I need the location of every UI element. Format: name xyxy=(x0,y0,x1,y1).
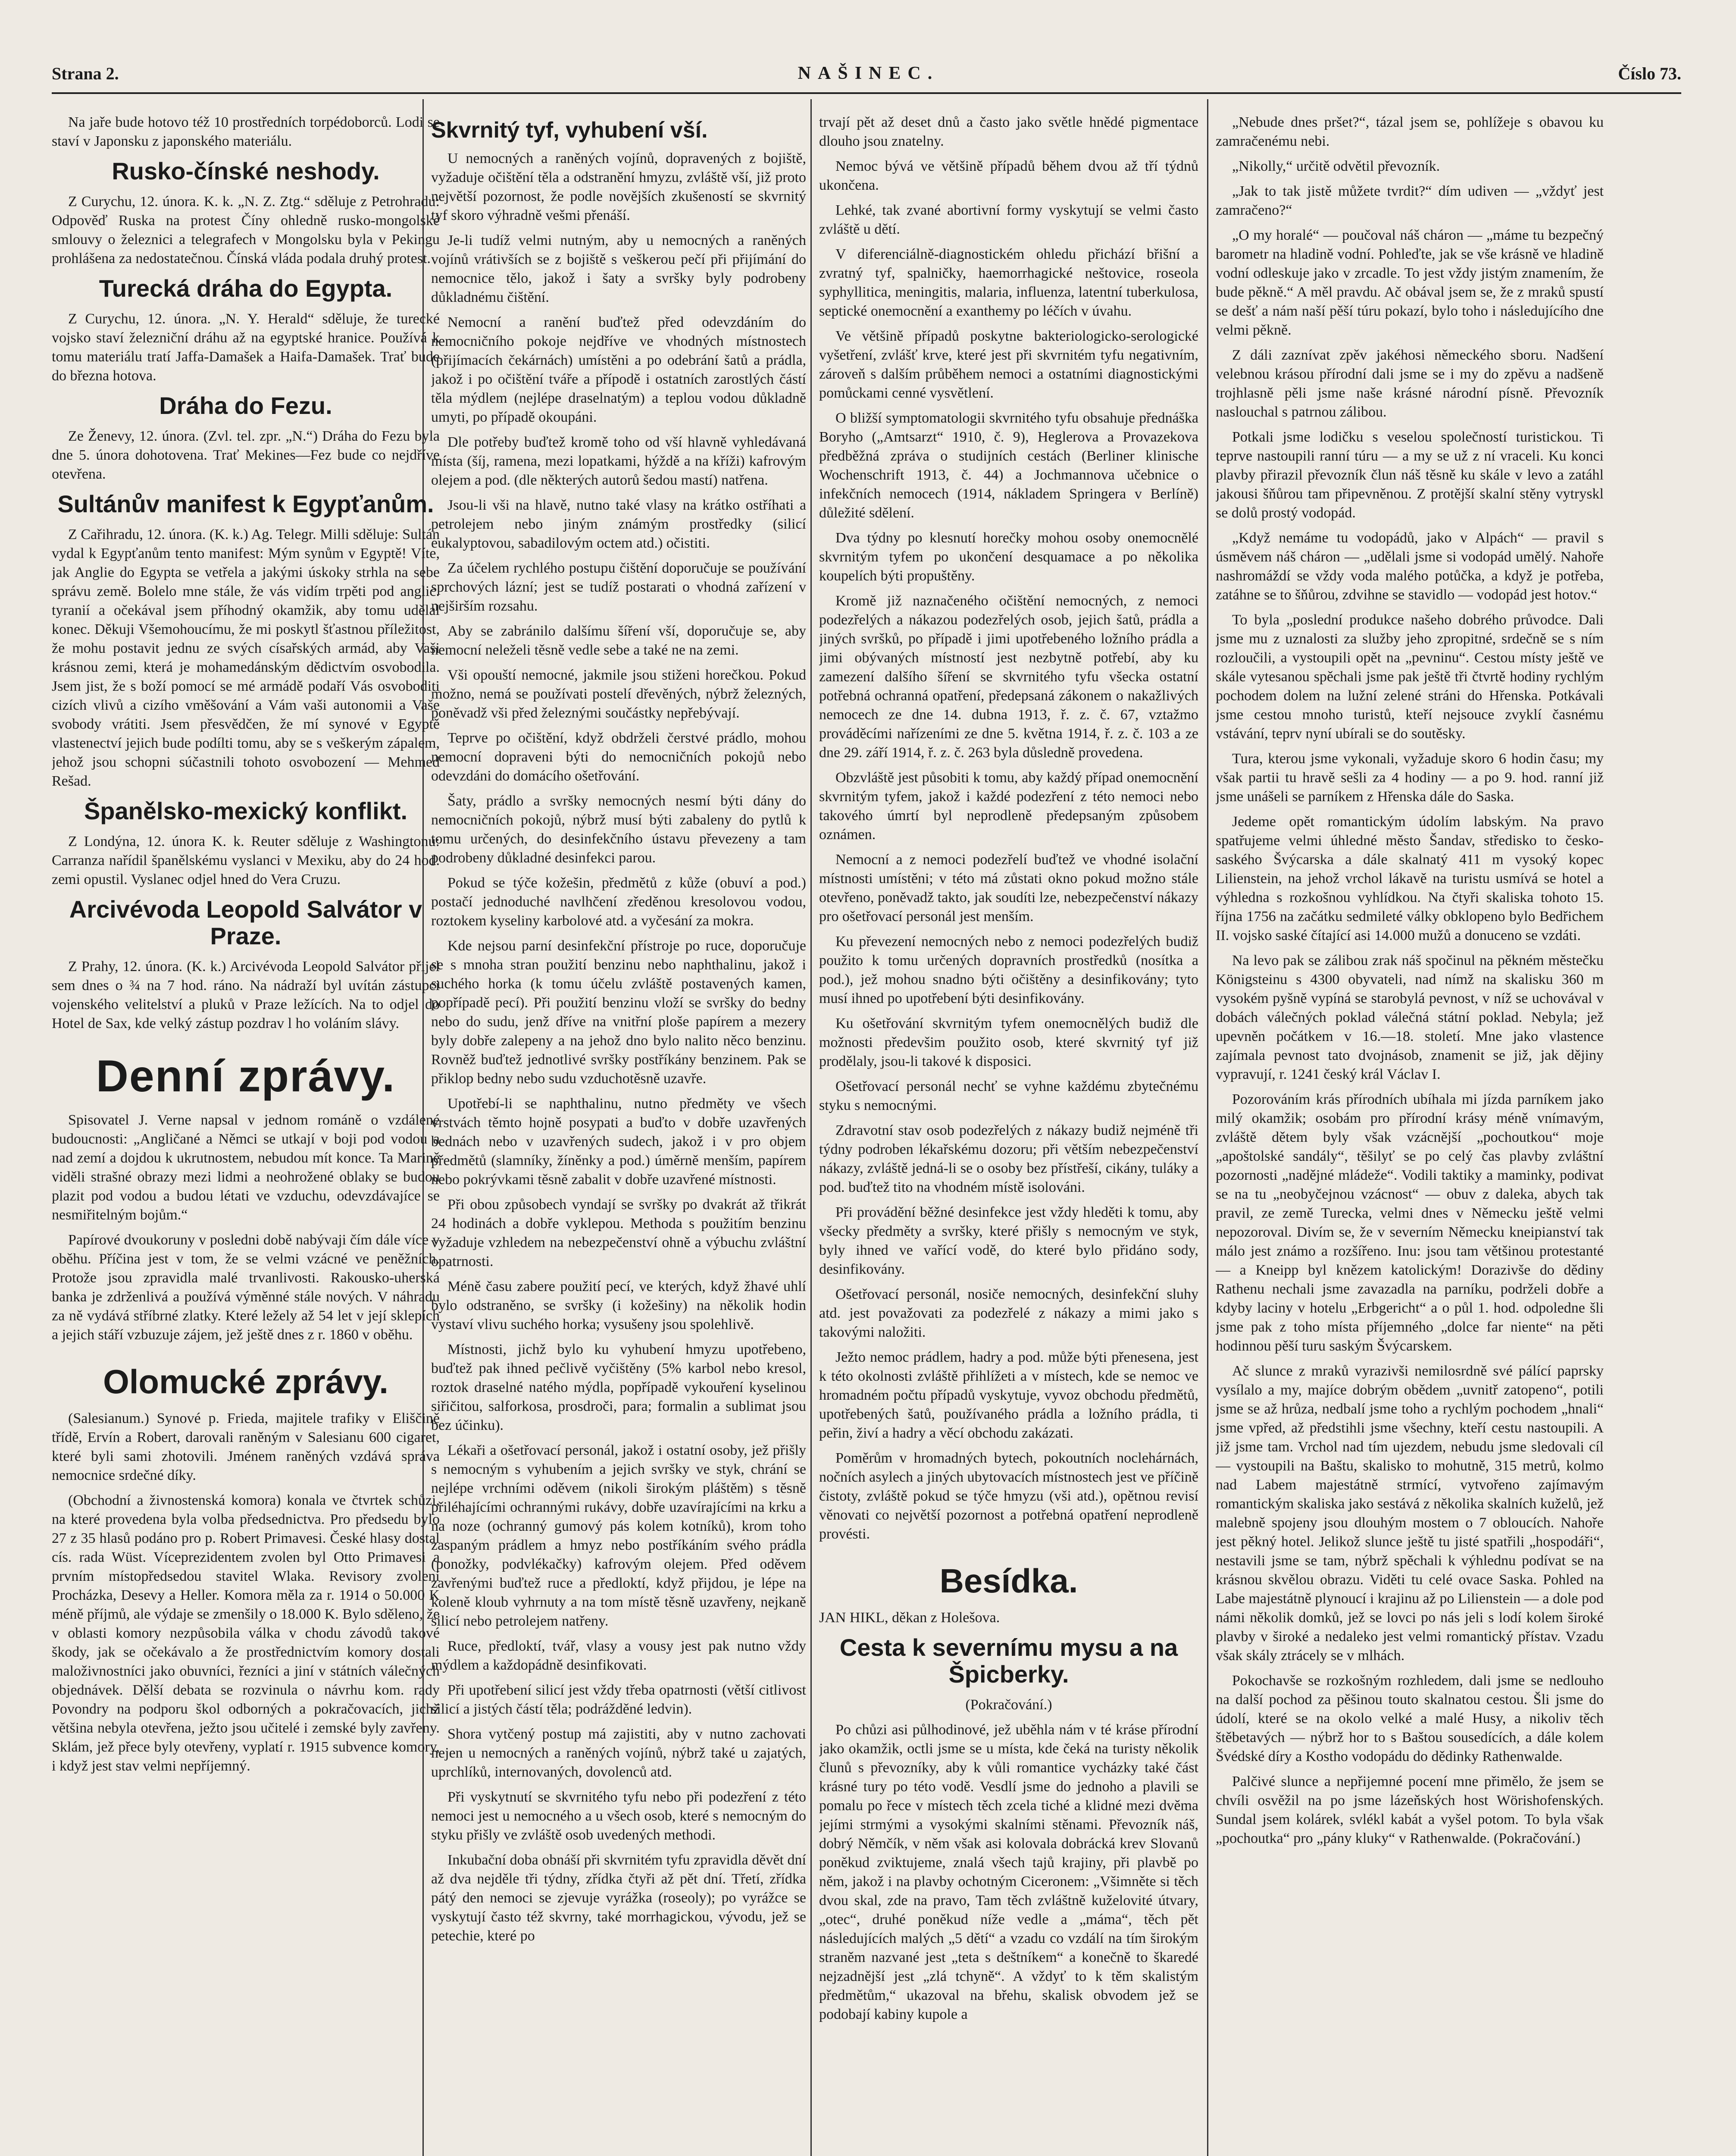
headline-spanelsko: Španělsko-mexický konflikt. xyxy=(84,797,408,824)
continuation-note: (Pokračování.) xyxy=(965,1697,1052,1713)
article-paragraph: Z dáli zaznívat zpěv jakéhosi německého sboru. Nadšení velebnou krásou přírodní dali jsme se i my do zpěvu a nadšeně trojhlasně pěli jsme naše krásné národní písně. Převozník naslouchal s patrnou zálibou. xyxy=(1216,347,1604,420)
article-paragraph: Potkali jsme lodičku s veselou společností turistickou. Ti teprve nastoupili ranní túru — a my se už z ní vraceli. Ku konci plavby přirazil převozník člun náš těsně ku skále v levo a zatáhl jakousi šňůrou tam připevněnou. Z protější skalní stěny vytryskl se dolů prostý vodopád. xyxy=(1216,429,1604,521)
article-paragraph: Méně času zabere použití pecí, ve kterých, když žhavé uhlí bylo odstraněno, se svršky (i kožešiny) na několik hodin vystaví vlivu suchého horka; vysušeny jsou spolehlivě. xyxy=(431,1279,806,1332)
article-paragraph: To byla „poslední produkce našeho dobrého průvodce. Dali jsme mu z uznalosti za služby jeho zpropitné, srdečně se s ním rozloučili, a vystoupili opět na „pevninu“. Cestou místy ještě ve skále vytesanou spěchali jsme pak ještě tři čtvrtě hodiny rychlým pochodem dolem na lužní zelené stráni do Hřenska. Potkávali jsme cestou mnoho turistů, kteří nejsouce zvyklí časnému vstávání, teprv nyní ubírali se do soutěsky. xyxy=(1216,612,1604,742)
article-paragraph: Ve většině případů poskytne bakteriologicko-serologické vyšetření, zvlášť krve, které jest při skvrnitém tyfu negativním, zároveň s dalším průběhem nemoci a ostatními diagnostickými pomůckami cenné vysvětlení. xyxy=(819,328,1198,401)
article-paragraph: Ku převezení nemocných nebo z nemoci podezřelých budiž použito k tomu určených dopravních prostředků (nosítka a pod.), jež mohou snadno býti očištěny a desinfikovány; tyto musí ihned po upotřebení býti desinfikovány. xyxy=(819,934,1198,1006)
article-paragraph: „Nebude dnes pršet?“, tázal jsem se, pohlížeje s obavou ku zamračenému nebi. xyxy=(1216,114,1604,149)
article-paragraph: Palčivé slunce a nepřijemné pocení mne přimělo, že jsem se chvíli osvěžil na po jsme lázeňských host Wörishofenských. Sundal jsem kolárek, svlékl kabát a vyšel potom. To byla však „pochoutka“ pro „pány kluky“ v Rathenwalde. (Pokračování.) xyxy=(1216,1774,1604,1846)
article-paragraph: Nemocní a ranění buďtež před odevzdáním do nemocničního pokoje nejdříve ve vhodných místnostech (přijímacích čekárnách) umístěni a po odebrání šatů a prádla, jakož i po očištění tváře a přípodě i ostatních zarostlých částí těla mýdlem (nejlépe draselnatým) a teplou vodou důkladně umyti, po případě okoupáni. xyxy=(431,314,806,425)
article-paragraph: Ošetřovací personál, nosiče nemocných, desinfekční sluhy atd. jest považovati za podezřelé z nákazy a mimi jako s takovými naložiti. xyxy=(819,1286,1198,1340)
column-1 xyxy=(52,113,440,2156)
article-paragraph: Na jaře bude hotovo též 10 prostředních torpédoborců. Lodi se staví v Japonsku z japonského materiálu. xyxy=(52,114,440,149)
article-paragraph: „O my horalé“ — poučoval náš cháron — „máme tu bezpečný barometr na hladině vodní. Pohleďte, jak se vše krásně ve hladině vodní odleskuje jako v zrcadle. To jest vždy jistým znamením, že bude pěkně.“ A měl pravdu. Ač obával jsem se, že z mraků spustí se dešť a nám naší pěší túru pokazí, bylo toho i následujícího dne velmi pěkně. xyxy=(1216,227,1604,338)
article-paragraph: „Jak to tak jistě můžete tvrdit?“ dím udiven — „vždyť jest zamračeno?“ xyxy=(1216,183,1604,218)
article-paragraph: Ruce, předloktí, tvář, vlasy a vousy jest pak nutno vždy mýdlem a každopádně desinfikovati. xyxy=(431,1638,806,1673)
article-paragraph: Šaty, prádlo a svršky nemocných nesmí býti dány do nemocničních pokojů, nýbrž musí býti zabaleny do pytlů k tomu určených, do desinfekčního ústavu převezeny a tam podrobeny důkladné desinfekci parou. xyxy=(431,793,806,866)
article-paragraph: Za účelem rychlého postupu čištění doporučuje se používání sprchových lázní; jest se tudíž postarati o vhodná zařízení v nejširším rozsahu. xyxy=(431,560,806,614)
column-divider xyxy=(1207,99,1208,2156)
column-divider xyxy=(810,99,812,2156)
article-paragraph: Teprve po očištění, když obdrželi čerstvé prádlo, mohou nemocní dopraveni býti do nemocničních pokojů nebo odevzdáni do domácího ošetřování. xyxy=(431,730,806,784)
article-paragraph: Z Londýna, 12. února K. k. Reuter sděluje z Washingtonu: Carranza nařídil španělskému vyslanci v Mexiku, aby do 24 hod. zemi opustil. Vyslanec odjel hned do Vera Cruzu. xyxy=(52,834,440,887)
article-paragraph: Pozorováním krás přírodních ubíhala mi jízda parníkem jako milý okamžik; osobám pro přírodní krásy méně vnímavým, zvláště dětem byly však vzácnější „pochoutkou“ moje „apoštolské sandály“, těšilyť se po celý čas plavby zvláštní pozornosti „nadějné mládeže“. Vodili taktiky a maminky, podivat se na tu „neobyčejnou vzácnost“ — obuv z daleka, abych tak pravil, ze země Turecka, velmi dnes v Německu ještě velmi nepozoroval. Divím se, že v severním Německu kneipianství tak málo jest známo a rozšířeno. Inu: jsou tam většinou protestanté — a Kneipp byl knězem katolickým! Dorazivše do dědiny Rathenu nechali jsme zavazadla na parníku, podrželi dobře a kdyby laciny v hotelu „Erbgericht“ a o půl 1. hod. odpoledne šli jsme pak z toho místa příjemného „dolce far niente“ na pěti hodinnou pěší turu saským Švýcarskem. xyxy=(1216,1091,1604,1354)
paper-name: NAŠINEC. xyxy=(798,63,939,83)
article-paragraph: Upotřebí-li se naphthalinu, nutno předměty ve všech vrstvách těmto hojně posypati a buďto v dobře uzavřených bednách nebo v uzavřených sudech, jakož i v pro objem předmětů (slamníky, žíněnky a pod.) úměrně menším, papírem nebo pokrývkami těsně zabalit v dobře uzavřené místnosti. xyxy=(431,1096,806,1188)
page-label: Strana 2. xyxy=(52,63,119,83)
article-paragraph: Při vyskytnutí se skvrnitého tyfu nebo při podezření z této nemoci jest u nemocného a u všech osob, které s nemocným do styku přišly ve zvláště osob uvedených methodi. xyxy=(431,1789,806,1843)
article-paragraph: trvají pět až deset dnů a často jako světle hnědé pigmentace dlouho jsou znatelny. xyxy=(819,114,1198,149)
article-paragraph: Z Curychu, 12. února. „N. Y. Herald“ sděluje, že turecké vojsko staví železniční dráhu až na egyptské hranice. Používá k tomu materiálu tratí Jaffa-Damašek a Haifa-Damašek. Trať bude do března hotova. xyxy=(52,311,440,384)
article-paragraph: Kromě již naznačeného očištění nemocných, z nemoci podezřelých a nákazou podezřelých osob, jejich šatů, prádla a jiných svršků, po případě i jimi upotřebeného ložního prádla a jimi obývaných místností jest nezbytně potřebí, aby ku zamezení dalšího šíření se skvrnitého tyfu všecka ostatní potřebná ochranná opatření, předepsaná zákonem o nakažlivých nemocech ze dne 14. dubna 1913, ř. z. č. 67, vztažmo prováděcími nařízeními ze dne 5. května 1914, ř. z. č. 103 a ze dne 29. září 1914, ř. z. č. 263 byla důsledně provedena. xyxy=(819,593,1198,761)
article-paragraph: Kde nejsou parní desinfekční přístroje po ruce, doporučuje se s mnoha stran použití benzinu nebo naphthalinu, jakož i suchého horka (k tomu účelu zvláště postavených kamen, popřípadě pecí). Při použití benzinu vloží se svršky do bedny nebo do sudu, jenž dříve na vnitřní ploše papírem a mezery byly dobře zalepeny a na jehož dno bylo nalito něco benzinu. Rovněž buďtež jednotlivé svršky postříkány benzinem. Pak se přiklop bedny nebo sudu vzduchotěsně uzavře. xyxy=(431,938,806,1087)
article-paragraph: Tura, kterou jsme vykonali, vyžaduje skoro 6 hodin času; my však partii tu hravě sešli za 4 hodiny — a po 9. hod. ranní již jsme unášeli se parníkem z Hřenska dále do Saska. xyxy=(1216,751,1604,805)
article-paragraph: Jsou-li vši na hlavě, nutno také vlasy na krátko ostříhati a petrolejem nebo jiným známým prostředky (silicí eukalyptovou, sabadilovým octem atd.) očistiti. xyxy=(431,497,806,551)
article-paragraph: Ze Ženevy, 12. února. (Zvl. tel. zpr. „N.“) Dráha do Fezu byla dne 5. února dohotovena. Trať Mekines—Fez bude co nejdříve otevřena. xyxy=(52,428,440,482)
article-paragraph: Shora vytčený postup má zajistiti, aby v nutno zachovati nejen u nemocných a raněných vojínů, nýbrž také u zajatých, uprchlíků, internovaných, dovolenců atd. xyxy=(431,1726,806,1780)
article-paragraph: Nemocní a z nemoci podezřelí buďtež ve vhodné isolační místnosti umístěni; v této má zůstati okno pokud možno stále otevřeno, poněvadž takto, jak soudíti lze, nebezpečenství nákazy pro ošetřovací personál jest menším. xyxy=(819,852,1198,924)
article-paragraph: Z Curychu, 12. února. K. k. „N. Z. Ztg.“ sděluje z Petrohradu: Odpověď Ruska na protest Číny ohledně rusko-mongolské smlouvy o železnici a telegrafech v Mongolsku byla v Pekingu prohlášena za nedostatečnou. Čínská vláda podala druhý protest. xyxy=(52,194,440,266)
article-paragraph: Papírové dvoukoruny v posledni době nabývaji čím dále více v oběhu. Příčina jest v tom, že se velmi vzácné ve peněžních. Protože jsou zpravidla malé trvanlivosti. Rakousko-uherská banka je zdrženlivá a používá výměnné stále nových. V náhradu za ně vydává stříbrné zlatky. Které ležely až 54 let v její sklepích a jejich stáří vzbuzuje zájem, jež ještě dnes z r. 1860 v oběhu. xyxy=(52,1232,440,1343)
article-paragraph: Po chůzi asi půlhodinové, jež uběhla nám v té kráse přírodní jako okamžik, octli jsme se u místa, kde čeká na turisty několik člunů s převozníky, aby k vůli romantice vycházky také část krásné tury po této vodě. Vesdlí jsme do jednoho a plavili se pomalu po řece v místech těch zcela tiché a klidné mezi dvěma jejími strmými a vysokými skalními stěnami. Převozník náš, dobrý Němčík, v něm však asi kolovala dobrácká krev Slovanů poněkud zviktujeme, znalá všech tajů krajiny, při plavbě po něm, jakož i na plavby ochotným Ciceronem: „Všimněte si těch dvou skal, zde na pravo, Tam těch zvláštně kuželovité útvary, „otec“, druhé poněkud níže vedle a „máma“, těch pět následujících malých „5 dětí“ a vzadu co vzdálí na tím širokým straněm nazvané jest „teta s deštníkem“ a konečně to škaredé nejzadnější jest „zlá tchyně“. A vždyť to k těm skalistým předmětům,“ ukazoval na břehu, skalisk obvodem jež se podobají kabiny kupole a xyxy=(819,1722,1198,2022)
header-rule xyxy=(52,92,1681,94)
article-paragraph: Z Prahy, 12. února. (K. k.) Arcivévoda Leopold Salvátor přijel sem dnes o ¾ na 7 hod. ráno. Na nádraží byl uvítán zástupci vojenského velitelství a pluků v Praze ležících. Na to odjel do Hotel de Sax, kde velký zástup pozdrav l ho voláním slávy. xyxy=(52,959,440,1031)
headline-turecka: Turecká dráha do Egypta. xyxy=(99,275,393,302)
column-2 xyxy=(431,113,806,2156)
article-paragraph: O bližší symptomatologii skvrnitého tyfu obsahuje přednáška Boryho („Amtsarzt“ 1910, č. 9), Heglerova a Provazekova předběžná zpráva o studijních cestách (Berliner klinische Wochenschrift 1913, č. 44) a Jochmannova učebnice o infekčních nemocech (1914, nákladem Springera v Berlíně) důležité sdělení. xyxy=(819,410,1198,521)
article-paragraph: (Obchodní a živnostenská komora) konala ve čtvrtek schůzi, na které provedena byla volba předsednictva. Pro předsedu bylo 27 z 35 hlasů podáno pro p. Robert Primavesi. České hlasy dostal cís. rada Wüst. Víceprezidentem zvolen byl Otto Primavesi a prvním místopředsedou stavitel Wlaka. Revisory zvoleni Procházka, Desevy a Heller. Komora měla za r. 1914 o 50.000 K méně příjmů, ale výdaje se zmenšily o 18.000 K. Bylo sděleno, že v oblasti komory nezpůsobila válka v chodu závodů takové škody, jak se očekávalo a že prostřednictvím komory dostali maloživnostníci jako obuvníci, řezníci a jiní v státních válečných objednávek. Dělší debata se rozvinula o návrhu kom. rady Povondry na podporu škol odborných a pokračovacích, jichž většina nebyla otevřena, ježto jsou učitelé i zemské byly zavřeny. Sklám, jež přece byly otevřeny, vyplatí r. 1915 subvence komory, i když jest stav velmi nepříjemný. xyxy=(52,1492,440,1774)
article-paragraph: Na levo pak se zálibou zrak náš spočinul na pěkném městečku Königsteinu s 4300 obyvateli, nad nímž na skalisku 360 m vysokém pyšně vypíná se starobylá pevnost, v níž se uchovával v dobách válečných poklad válečná státní poklad. Nebyla; jež upevněn počátkem v 16.—18. století. Mne jako vlastence zajímala pevnost tato dvojnásob, znamenit se již, jak dějiny vypravují, r. 1241 český král Václav I. xyxy=(1216,953,1604,1082)
article-paragraph: „Když nemáme tu vodopádů, jako v Alpách“ — pravil s úsměvem náš cháron — „udělali jsme si vodopád umělý. Nahoře nashromáždí se vždy voda malého potůčka, a když je potřeba, zatáhne se to šňůrou, zdvihne se stavidlo — vodopád jest hotov.“ xyxy=(1216,530,1604,603)
article-paragraph: Pokochavše se rozkošným rozhledem, dali jsme se nedlouho na další pochod za pěšinou touto skalnatou cestou. Šli jsme do údolí, které se na okolo velké a malé Husy, a nikoliv těch štěbetavých — nýbrž hor to s Baštou sousedících, a dále kolem Švédské díry a Kostho vodopádu do dědinky Rathenwalde. xyxy=(1216,1673,1604,1764)
article-paragraph: Ježto nemoc prádlem, hadry a pod. může býti přenesena, jest k této okolnosti zvláště přihlížeti a v místech, kde se nemoc ve hromadném počtu případů vyskytuje, vyvoz obchodu předmětů, upotřebených šatů, používaného prádla a ložního prádla, ti peřin, živí a hadry a věcí obchodu zakázati. xyxy=(819,1349,1198,1441)
article-paragraph: Poměrům v hromadných bytech, pokoutních noclehárnách, nočních asylech a jiných ubytovacích místnostech jest ve příčině čistoty, zvláště pokud se týče hmyzu (vši atd.), opětnou revisí věnovati co největší pozornost a potřebná opatření neprodleně provésti. xyxy=(819,1450,1198,1542)
article-paragraph: U nemocných a raněných vojínů, dopravených z bojiště, vyžaduje očištění těla a odstranění hmyzu, zvláště vší, již proto největší pozornost, že podle novějších zkušeností se skvrnitý tyf skoro výhradně vešmi přenáší. xyxy=(431,150,806,223)
article-paragraph: Ku ošetřování skvrnitým tyfem onemocnělých budiž dle možnosti předevšim použito osob, které skvrnitý tyf již prodělaly, jsou-li takové k disposici. xyxy=(819,1015,1198,1069)
article-paragraph: V diferenciálně-diagnostickém ohledu přichází břišní a zvratný tyf, spalničky, haemorrhagické neštovice, roseola syphyllitica, meningitis, malaria, influenza, latentní tuberkulosa, septické onemocnění a exanthemy po léčích v úvahu. xyxy=(819,246,1198,319)
article-paragraph: Nemoc bývá ve většině případů během dvou až tří týdnů ukončena. xyxy=(819,158,1198,193)
article-paragraph: (Salesianum.) Synové p. Frieda, majitele trafiky v Eliščině třídě, Ervín a Robert, darovali raněným v Salesianu 600 cigaret, které byli sami zhotovili. Jménem raněných vzdává správa nemocnice srdečné díky. xyxy=(52,1410,440,1483)
article-paragraph: Ač slunce z mraků vyrazivši nemilosrdně své pálící paprsky vysílalo a my, majíce dobrým obědem „uvnitř zatopeno“, potili jsme se až hrůza, nedbalí jsme toho a rychlým pochodem „hnali“ jsme vpřed, až předstihli jsme všechny, kteří cestu nastoupili. A již jsme tam. Vrchol nad tím ujezdem, nebudu jsme sledovali cíl — vystoupili na Baštu, skalisko to mohutně, 315 metrů, kolmo nad Labem majestátně strmící, vytvořeno zajímavým romantickým skaliska jako sestává z několika skalních kuželů, jež malebně spojeny jsou dlouhým mostem o 7 obloucích. Nahoře jest pěkný hotel. Jelikož slunce ještě tu jisté spatřili „hospodáři“, nestavili jsme se tam, nýbrž spěchali k výhlednu podívat se na krásnou skvělou obrazu. Viděti tu celé ovace Saska. Pohled na Labe majestátně plynoucí i krajinu až po Lilienstein — a dole pod námi několik domků, jež se lovci po nás jeli s lodí kolem široké plavby v široké a nedaleko jest velmi romantický přístav. Vzadu však skály ztrácely se v mlhách. xyxy=(1216,1363,1604,1664)
byline: JAN HIKL, děkan z Holešova. xyxy=(819,1610,1000,1626)
headline-fezu: Dráha do Fezu. xyxy=(159,392,332,419)
article-paragraph: Dle potřeby buďtež kromě toho od vší hlavně vyhledávaná místa (šíj, ramena, mezi lopatkami, hýždě a na kříži) kafrovým olejem a pod. (dle některých autorů šedou mastí) natřena. xyxy=(431,434,806,488)
article-paragraph: Pokud se týče kožešin, předmětů z kůže (obuví a pod.) postačí jednoduché navlhčení zředěnou kresolovou vodou, roztokem kyseliny karbolové atd. a vyčesání za mokra. xyxy=(431,875,806,929)
article-paragraph: Dva týdny po klesnutí horečky mohou osoby onemocnělé skvrnitým tyfem po ukončení desquamace a po několika koupelích býti propuštěny. xyxy=(819,530,1198,584)
headline-skvrnity-tyf: Skvrnitý tyf, vyhubení vší. xyxy=(431,118,708,143)
article-paragraph: Inkubační doba obnáší při skvrnitém tyfu zpravidla děvět dní až dva nejděle tři týdny, zřídka čtyři až pět dní. Třetí, zřídka pátý den nemoci se zjevuje vyrážka (roseoly); po vyrážce se vyskytují často též skvrny, také morrhagickou, vývodu, jež se petechie, které po xyxy=(431,1852,806,1944)
section-title-denni-zpravy: Denní zprávy. xyxy=(96,1051,396,1101)
article-paragraph: Vši opouští nemocné, jakmile jsou stiženi horečkou. Pokud možno, nemá se používati postelí dřevěných, nýbrž železných, poněvadž vši před železnými součástky nepřebývají. xyxy=(431,667,806,721)
article-paragraph: Místnosti, jichž bylo ku vyhubení hmyzu upotřebeno, buďtež pak ihned pečlivě vyčištěny (5% karbol nebo kresol, roztok draselné natého mýdla, popřípadě vykouření kyselinou siřičitou, salforkosa, prosdroči, para; formalin a sublimat jsou bez účinku). xyxy=(431,1341,806,1433)
article-paragraph: Při obou způsobech vyndají se svršky po dvakrát až třikrát 24 hodinách a dobře vyklepou. Methoda s použitím benzinu vyžaduje vzhledem na nebezpečenství ohně a výbuchu zvláštní opatrnosti. xyxy=(431,1197,806,1269)
section-title-besidka: Besídka. xyxy=(939,1562,1078,1600)
column-4 xyxy=(1216,113,1604,2156)
article-paragraph: Ošetřovací personál nechť se vyhne každému zbytečnému styku s nemocnými. xyxy=(819,1078,1198,1113)
article-paragraph: Lékaři a ošetřovací personál, jakož i ostatní osoby, jež přišly s nemocným s vyhubením a jejich svršky ve styk, chrání se nejlépe vrchními oděvem (nikoli širokým pláštěm) s těsně přiléhajícími ochrannými rukávy, dobře uzavírajícími na krku a na noze (ochranný gumový pás kolem kotníků), krom toho zaspaným prádlem a hmyz nebo postříkáním svého prádla (ponožky, podvlékačky) kafrovým olejem. Před oděvem zavřenými buďtež ruce a předloktí, když přijdou, je lépe na koleně kloub vyhrnuty a na tom místě těsně uzavřeny, nejkaně silicí nebo petrolejem natřeny. xyxy=(431,1442,806,1629)
article-paragraph: Aby se zabránilo dalšímu šíření vší, doporučuje se, aby nemocní neleželi těsně vedle sebe a také ne na zemi. xyxy=(431,623,806,658)
headline-arcivevoda: Arcivévoda Leopold Salvátor v Praze. xyxy=(69,896,422,950)
article-paragraph: Při upotřebení silicí jest vždy třeba opatrnosti (větší citlivost silicí a jistých částí těla; podrážděné ledvin). xyxy=(431,1682,806,1717)
section-title-olomucke-zpravy: Olomucké zprávy. xyxy=(103,1363,388,1401)
article-paragraph: „Nikolly,“ určitě odvětil převozník. xyxy=(1232,158,1440,174)
article-paragraph: Obzvláště jest působiti k tomu, aby každý případ onemocnění skvrnitým tyfem, jakož i každé podezření z této nemoci nebo takového úmrtí byl neprodleně předepsaným způsobem oznámen. xyxy=(819,770,1198,843)
article-paragraph: Jedeme opět romantickým údolím labským. Na pravo spatřujeme velmi úhledné město Šandav, středisko to česko-saského Švýcarska a dále skalnatý 411 m vysoký kopec Lilienstein, na jehož vrchol lákavě na turistu usmívá se hotel a výhledna s rozkošnou vyhlídkou. Na čtyři skaliska tohoto 15. října 1756 na začátku sedmileté války obklopeno bylo Bedřichem II. vojsko saské čítající asi 14.000 mužů a donuceno se vzdáti. xyxy=(1216,814,1604,943)
article-paragraph: Při provádění běžné desinfekce jest vždy hleděti k tomu, aby všecky předměty a svršky, které přišly s nemocným ve styk, byly ihned ve vařící vodě, do které bylo přidáno sody, desinfikovány. xyxy=(819,1204,1198,1277)
headline-rusko: Rusko-čínské neshody. xyxy=(112,157,380,185)
issue-number: Číslo 73. xyxy=(1618,63,1681,83)
article-paragraph: Je-li tudíž velmi nutným, aby u nemocných a raněných vojínů vrátivších se z bojiště s veškerou pečí při přijímání do nemocnice tělo, jakož i šaty a svršky byly podrobeny důkladnému čištění. xyxy=(431,232,806,305)
masthead xyxy=(52,60,1681,86)
article-paragraph: Lehké, tak zvané abortivní formy vyskytují se velmi často zvláště u dětí. xyxy=(819,202,1198,237)
article-paragraph: Z Cařihradu, 12. února. (K. k.) Ag. Telegr. Milli sděluje: Sultán vydal k Egypťanům tento manifest: Mým synům v Egyptě! Víte, jak Anglie do Egypta se vetřela a jakými úskoky strhla na sebe správu země. Bolelo mne stále, že vás vidím trpěti pod anglic. tyranií a očekával jsem příhodný okamžik, aby tomu udělal konec. Děkuji Všemohoucímu, že mi poskytl šťastnou příležitost, že mohu postavit jednu ze svých císařských armád, aby Vaši krásnou zemi, která je mohamedánským dědictvím osvobodila. Jsem jist, že s boží pomocí se mé armádě podaří Vás osvoboditi cizích vlivů a cizího vměšování a Vám vaši autonomii a Vaše svobody vrátiti. Jsem přesvědčen, že mí synové v Egyptě vlastenectví jejich bude podílti tomu, aby se s veškerým zápalem, jehož jsou schopni súčastnili tohoto osvobození — Mehmed Rešad. xyxy=(52,526,440,789)
headline-sultan: Sultánův manifest k Egypťanům. xyxy=(57,490,434,517)
article-paragraph: Spisovatel J. Verne napsal v jednom románě o vzdálené budoucnosti: „Angličané a Němci se utkají v boji pod vodou a nad zemí a dojdou k ukrutnostem, nebudou mít konce. Ta Marině viděli strašné obrazy mezi lidmi a neohrožené oblaky se budou plazit pod vodou a budou létati ve vzduchu, odevzdávajíce se nesmiřitelným bojům.“ xyxy=(52,1112,440,1223)
article-paragraph: Zdravotní stav osob podezřelých z nákazy budiž nejméně tři týdny podroben lékařskému dozoru; při větším nebezpečenství nákazy, zvláště jedná-li se o osoby bez přístřeší, cikány, tuláky a pod. buďtež tito na vhodném místě isolováni. xyxy=(819,1122,1198,1195)
column-3 xyxy=(819,113,1198,2156)
headline-cesta: Cesta k severnímu mysu a na Špicberky. xyxy=(839,1634,1178,1688)
